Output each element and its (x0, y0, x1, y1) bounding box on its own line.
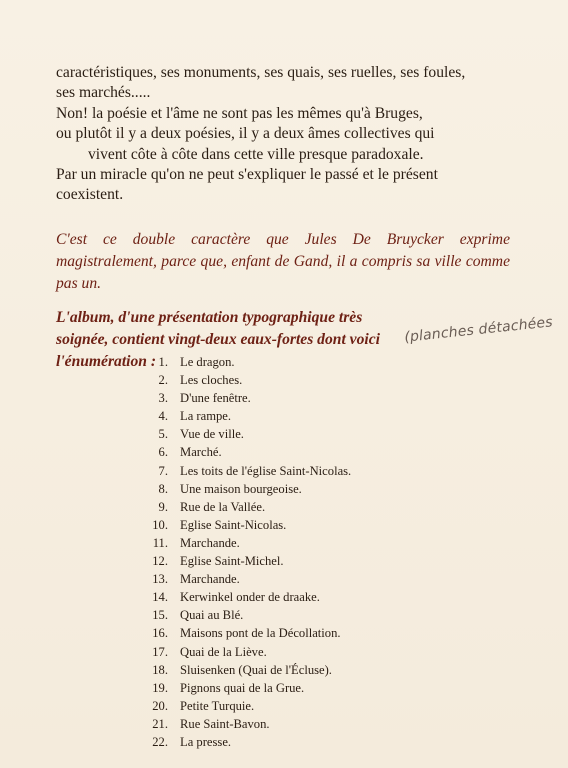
plate-title: Eglise Saint-Michel. (180, 554, 284, 569)
plate-title: D'une fenêtre. (180, 391, 251, 406)
plate-number: 18. (152, 662, 168, 677)
plate-title: Les cloches. (180, 373, 243, 388)
plate-title: Marchande. (180, 535, 240, 550)
body-line: Par un miracle qu'on ne peut s'expliquer le passé et le présent (56, 166, 438, 184)
plate-title: Quai de la Lièvе. (180, 644, 267, 659)
body-line: vivent côte à côte dans cette ville presque paradoxale. (88, 145, 424, 163)
italic-paragraph-1: C'est ce double caractère que Jules De Bruycker exprime magistralement, parce que, enfant de Gand, il a compris sa ville comme pas un. (56, 231, 510, 292)
plate-number: 13. (152, 572, 168, 587)
plate-number: 5. (158, 427, 168, 442)
plate-title: Marchande. (180, 572, 240, 587)
plate-number: 11. (152, 535, 168, 550)
plate-item (136, 353, 436, 371)
plate-item (136, 425, 436, 443)
plate-item (136, 624, 436, 642)
plate-title: Maisons pont de la Décollation. (180, 626, 341, 641)
plate-title: La rampe. (180, 409, 232, 424)
plate-item (136, 443, 436, 461)
plate-number: 16. (152, 626, 168, 641)
plate-item (136, 498, 436, 516)
plate-item (136, 606, 436, 624)
plate-item (136, 733, 436, 751)
plate-title: Quai au Blé. (180, 608, 244, 623)
plate-title: Vue de ville. (180, 427, 244, 442)
plate-number: 15. (152, 608, 168, 623)
plate-number: 3. (158, 391, 168, 406)
plate-title: Pignons quai de la Grue. (180, 680, 305, 695)
plate-item (136, 534, 436, 552)
plate-title: Kerwinkel onder de draake. (180, 590, 320, 605)
plate-item (136, 371, 436, 389)
plate-number: 20. (152, 698, 168, 713)
plate-title: Une maison bourgeoise. (180, 481, 302, 496)
plate-item (136, 588, 436, 606)
plate-item (136, 516, 436, 534)
plate-item (136, 679, 436, 697)
plate-item (136, 570, 436, 588)
body-line: caractéristiques, ses monuments, ses quais, ses ruelles, ses foules, (56, 64, 466, 81)
plate-number: 6. (158, 445, 168, 460)
body-text (56, 63, 510, 206)
body-line: ses marchés..... (56, 84, 151, 102)
plate-item (136, 552, 436, 570)
plate-number: 7. (158, 463, 168, 478)
plate-item (136, 661, 436, 679)
handwritten-annotation: (planches détachées (403, 314, 554, 346)
plate-number: 2. (158, 373, 168, 388)
plate-title: Marché. (180, 445, 222, 460)
plate-number: 4. (158, 409, 168, 424)
plate-number: 22. (152, 734, 168, 749)
plate-number: 19. (152, 680, 168, 695)
italic-paragraph-2: L'album, d'une présentation typographique très soignée, contient vingt-deux eaux-fortes dont voici l'énumération : (56, 309, 380, 370)
plate-title: Sluisenken (Quai de l'Écluse). (180, 662, 332, 677)
plate-number: 1. (158, 355, 168, 369)
plate-number: 9. (158, 499, 168, 514)
plate-number: 14. (152, 590, 168, 605)
plate-title: Rue de la Vallée. (180, 499, 266, 514)
plate-number: 10. (152, 517, 168, 532)
plate-title: Petite Turquie. (180, 698, 255, 713)
plate-item (136, 462, 436, 480)
plate-number: 21. (152, 716, 168, 731)
plate-item (136, 643, 436, 661)
plate-item (136, 697, 436, 715)
plate-item (136, 480, 436, 498)
plate-number: 12. (152, 554, 168, 569)
plate-item (136, 407, 436, 425)
plate-title: Rue Saint-Bavon. (180, 716, 270, 731)
plate-title: Les toits de l'église Saint-Nicolas. (180, 463, 352, 478)
plate-number: 17. (152, 644, 168, 659)
body-line: Non! la poésie et l'âme ne sont pas les mêmes qu'à Bruges, (56, 104, 423, 122)
body-line: coexistent. (56, 186, 124, 204)
plate-item (136, 715, 436, 733)
body-line: ou plutôt il y a deux poésies, il y a deux âmes collectives qui (56, 125, 435, 143)
plate-number: 8. (158, 481, 168, 496)
plate-title: Eglise Saint-Nicolas. (180, 517, 287, 532)
plate-title: Le dragon. (180, 355, 235, 369)
plate-item (136, 389, 436, 407)
plates-list (136, 353, 436, 751)
plate-title: La presse. (180, 734, 232, 749)
